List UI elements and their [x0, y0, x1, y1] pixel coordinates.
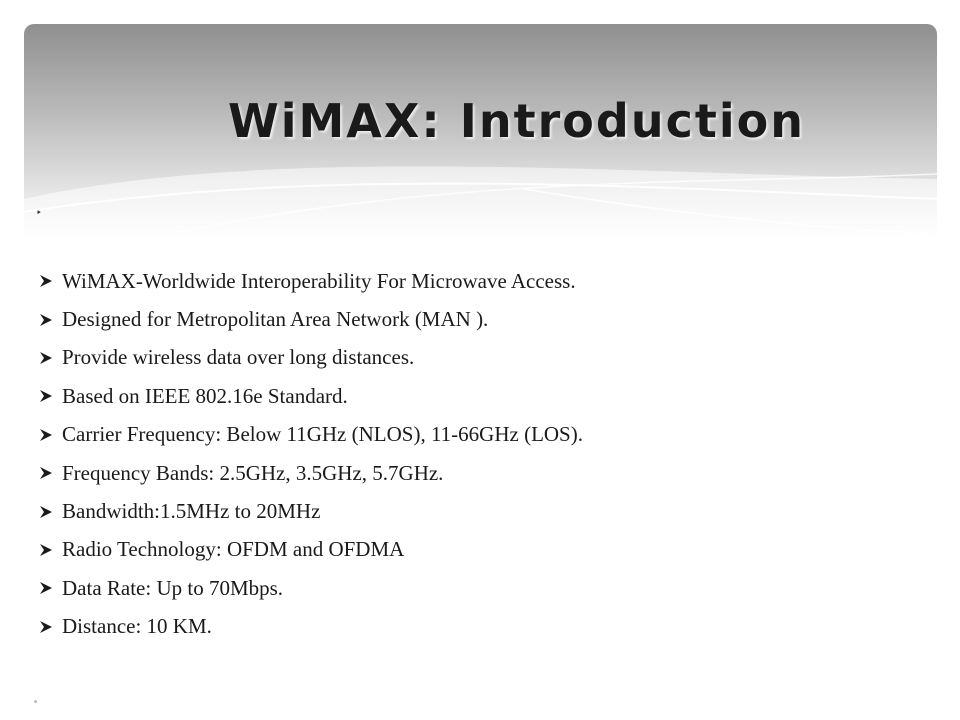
- arrow-bullet-icon: [38, 619, 54, 635]
- header-band: [24, 24, 937, 240]
- slide-title: WiMAX: Introduction: [228, 94, 805, 148]
- arrow-bullet-icon: [38, 388, 54, 404]
- bullet-text: WiMAX-Worldwide Interoperability For Microwave Access.: [62, 268, 576, 293]
- bullet-item: [38, 492, 583, 530]
- bullet-text: Frequency Bands: 2.5GHz, 3.5GHz, 5.7GHz.: [62, 460, 444, 485]
- arrow-bullet-icon: [38, 504, 54, 520]
- bullet-item: [38, 377, 583, 415]
- bullet-text: Carrier Frequency: Below 11GHz (NLOS), 11-66GHz (LOS).: [62, 422, 583, 447]
- arrow-bullet-icon: [38, 427, 54, 443]
- arrow-bullet-icon: [38, 542, 54, 558]
- bullet-text: Designed for Metropolitan Area Network (MAN ).: [62, 307, 489, 332]
- empty-bullet-marker: ‣: [36, 208, 42, 219]
- bullet-item: [38, 608, 583, 646]
- bullet-item: [38, 454, 583, 492]
- arrow-bullet-icon: [38, 312, 54, 328]
- bullet-item: [38, 531, 583, 569]
- arrow-bullet-icon: [38, 350, 54, 366]
- arrow-bullet-icon: [38, 465, 54, 481]
- bullet-text: Data Rate: Up to 70Mbps.: [62, 575, 284, 600]
- bullet-text: Based on IEEE 802.16e Standard.: [62, 383, 348, 408]
- bullet-item: [38, 569, 583, 607]
- bullet-item: [38, 416, 583, 454]
- bullet-item: [38, 339, 583, 377]
- bullet-item: [38, 300, 583, 338]
- arrow-bullet-icon: [38, 273, 54, 289]
- bullet-text: Bandwidth:1.5MHz to 20MHz: [62, 499, 321, 524]
- arrow-bullet-icon: [38, 580, 54, 596]
- decorative-dot: [34, 700, 37, 703]
- bullet-list: [38, 262, 583, 646]
- bullet-text: Provide wireless data over long distances.: [62, 345, 415, 370]
- bullet-text: Radio Technology: OFDM and OFDMA: [62, 537, 405, 562]
- bullet-item: [38, 262, 583, 300]
- bullet-text: Distance: 10 KM.: [62, 614, 212, 639]
